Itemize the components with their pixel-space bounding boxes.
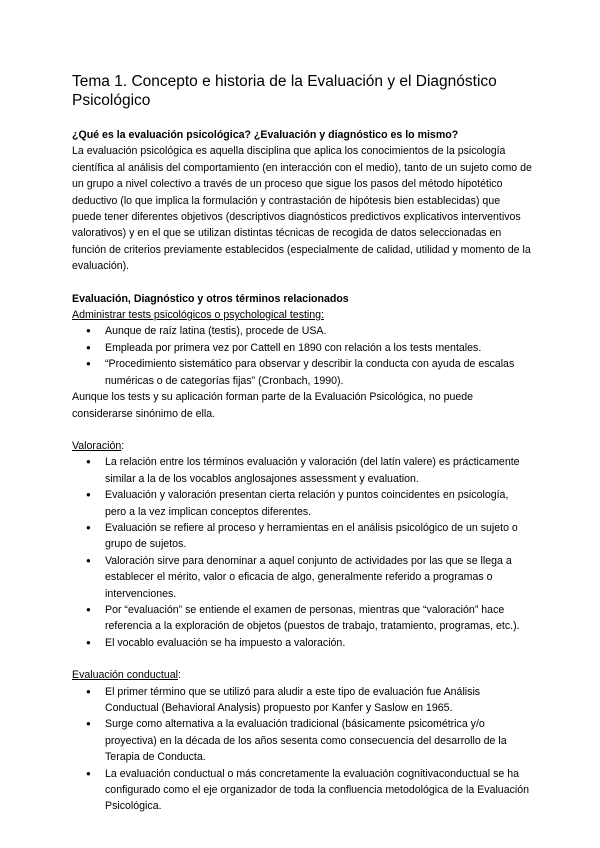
conductual-list — [72, 684, 532, 815]
document-page — [72, 72, 532, 815]
list-item: ● Por “evaluación” se entiende el examen de personas, mientras que “valoración” hace referencia a la exploración de objetos (puestos de trabajo, tratamiento, programas, etc.). — [72, 602, 532, 635]
valoracion-label: Valoración — [72, 439, 122, 452]
section-question: ¿Qué es la evaluación psicológica? ¿Evaluación y diagnóstico es lo mismo? — [72, 129, 459, 141]
spacer — [72, 422, 532, 438]
list-item: ● El primer término que se utilizó para aludir a este tipo de evaluación fue Análisis Conductual (Behavioral Analysis) propuesto por Kanfer y Saslow en 1965. — [72, 684, 532, 717]
list-item: ● Evaluación y valoración presentan cierta relación y puntos coincidentes en psicología, pero a la vez implican conceptos diferentes. — [72, 487, 532, 520]
list-item: ● La evaluación conductual o más concretamente la evaluación cognitivaconductual se ha configurado como el eje organizador de toda la confluencia metodológica de la Evaluación Psicológica. — [72, 766, 532, 815]
list-item: ● “Procedimiento sistemático para observar y describir la conducta con ayuda de escalas numéricas o de categorías fijas” (Cronbach, 1990). — [72, 356, 532, 389]
list-item: ● El vocablo evaluación se ha impuesto a valoración. — [72, 635, 532, 651]
testing-note: Aunque los tests y su aplicación forman parte de la Evaluación Psicológica, no puede considerarse sinónimo de ella. — [72, 391, 474, 420]
valoracion-list — [72, 454, 532, 651]
list-item: ● La relación entre los términos evaluación y valoración (del latín valere) es prácticamente similar a la de los vocablos anglosajones assessment y evaluation. — [72, 454, 532, 487]
list-item: ● Empleada por primera vez por Cattell en 1890 con relación a los tests mentales. — [72, 340, 532, 356]
list-item: ● Aunque de raíz latina (testis), procede de USA. — [72, 323, 532, 339]
list-item: ● Valoración sirve para denominar a aquel conjunto de actividades por las que se llega a establecer el mérito, valor o eficacia de algo, generalmente referido a programas o intervenciones. — [72, 553, 532, 602]
conductual-label: Evaluación conductual — [72, 669, 179, 682]
testing-subheading: Administrar tests psicológicos o psychological testing: — [72, 309, 325, 322]
valoracion-subheading: Valoración: — [72, 439, 125, 452]
testing-list — [72, 323, 532, 389]
spacer — [72, 651, 532, 667]
spacer — [72, 275, 532, 291]
definition-paragraph: La evaluación psicológica es aquella disciplina que aplica los conocimientos de la psicología científica al análisis del comportamiento (en interacción con el medio), tanto de un sujeto como de un grupo a nivel colectivo a través de un proceso que sigue los pasos del método hipotético deductivo (lo que implica la formulación y contrastación de hipótesis bien establecidas) que puede tener diferentes objetivos (descriptivos diagnósticos predictivos explicativos interventivos valorativos) y en el que se utilizan distintas técnicas de recogida de datos seleccionadas en función de criterios previamente establecidos (especialmente de calidad, utilidad y momento de la evaluación). — [72, 145, 532, 273]
document-title: Tema 1. Concepto e historia de la Evaluación y el Diagnóstico Psicológico — [72, 73, 497, 109]
conductual-subheading: Evaluación conductual: — [72, 669, 181, 682]
list-item: ● Evaluación se refiere al proceso y herramientas en el análisis psicológico de un sujeto o grupo de sujetos. — [72, 520, 532, 553]
list-item: ● Surge como alternativa a la evaluación tradicional (básicamente psicométrica y/o proyectiva) en la década de los años sesenta como consecuencia del desarrollo de la Terapia de Conducta. — [72, 716, 532, 765]
section-heading: Evaluación, Diagnóstico y otros términos relacionados — [72, 292, 349, 305]
